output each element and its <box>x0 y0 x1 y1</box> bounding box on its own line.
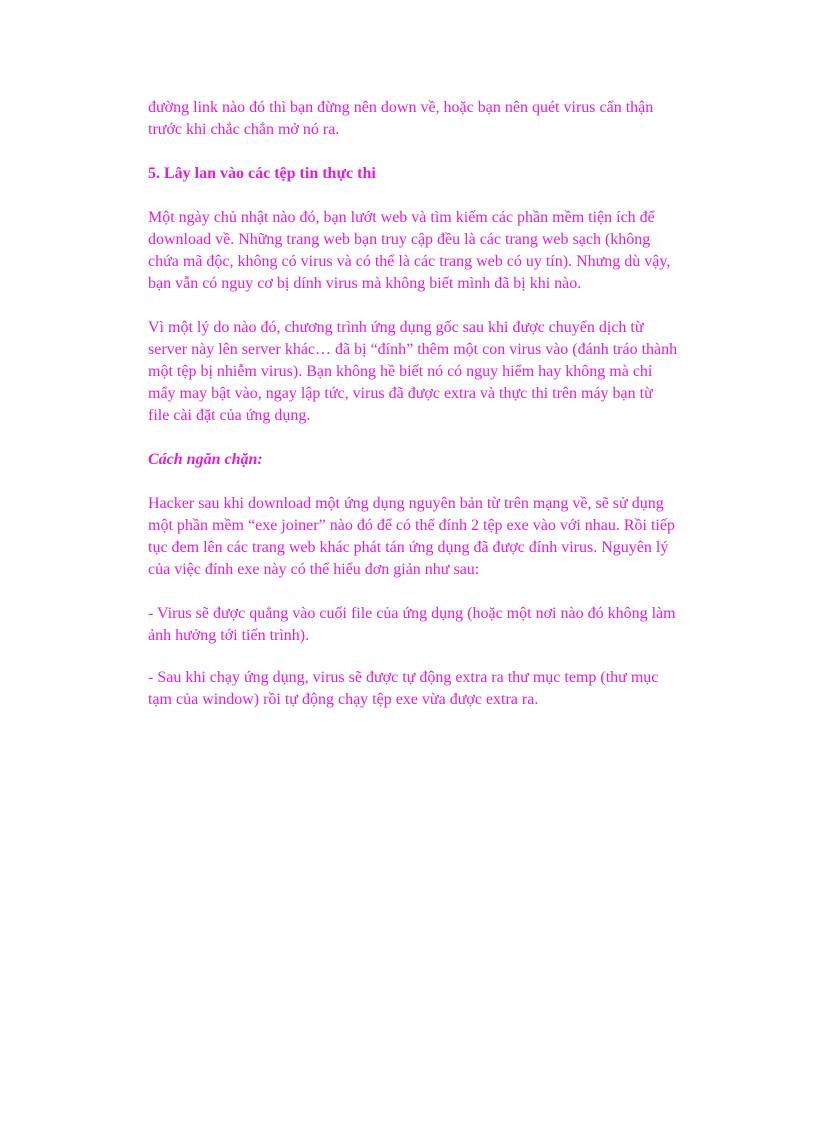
subheading-prevention: Cách ngăn chặn: <box>148 451 263 468</box>
paragraph-exe-joiner: Hacker sau khi download một ứng dụng nguyên bản từ trên mạng về, sẽ sử dụng một phần mềm “exe joiner” nào đó để có thể đính 2 tệp exe vào với nhau. Rồi tiếp tục đem lên các trang web khác phát tán ứng dụng đã được đính virus. Nguyên lý của việc đính exe này có thể hiểu đơn giản như sau: <box>148 495 675 578</box>
section-heading-5: 5. Lây lan vào các tệp tin thực thi <box>148 165 376 182</box>
document-body <box>148 97 678 733</box>
list-item-virus-appended: - Virus sẽ được quẳng vào cuối file của ứng dụng (hoặc một nơi nào đó không làm ảnh hưởng tới tiến trình). <box>148 605 676 644</box>
list-item-virus-extracted: - Sau khi chạy ứng dụng, virus sẽ được tự động extra ra thư mục temp (thư mục tạm của window) rồi tự động chạy tệp exe vừa được extra ra. <box>148 669 659 708</box>
paragraph-intro-continuation: đường link nào đó thì bạn đừng nên down về, hoặc bạn nên quét virus cẩn thận trước khi chắc chắn mở nó ra. <box>148 99 654 138</box>
paragraph-infected-app: Vì một lý do nào đó, chương trình ứng dụng gốc sau khi được chuyển dịch từ server này lên server khác… đã bị “đính” thêm một con virus vào (đánh tráo thành một tệp bị nhiễm virus). Bạn không hề biết nó có nguy hiểm hay không mà chỉ mẩy may bật vào, ngay lập tức, virus đã được extra và thực thi trên máy bạn từ file cài đặt của ứng dụng. <box>148 319 678 424</box>
paragraph-sunday-browsing: Một ngày chủ nhật nào đó, bạn lướt web và tìm kiếm các phần mềm tiện ích để download về. Những trang web bạn truy cập đều là các trang web sạch (không chứa mã độc, không có virus và có thể là các trang web có uy tín). Nhưng dù vậy, bạn vẫn có nguy cơ bị dính virus mà không biết mình đã bị khi nào. <box>148 209 671 292</box>
